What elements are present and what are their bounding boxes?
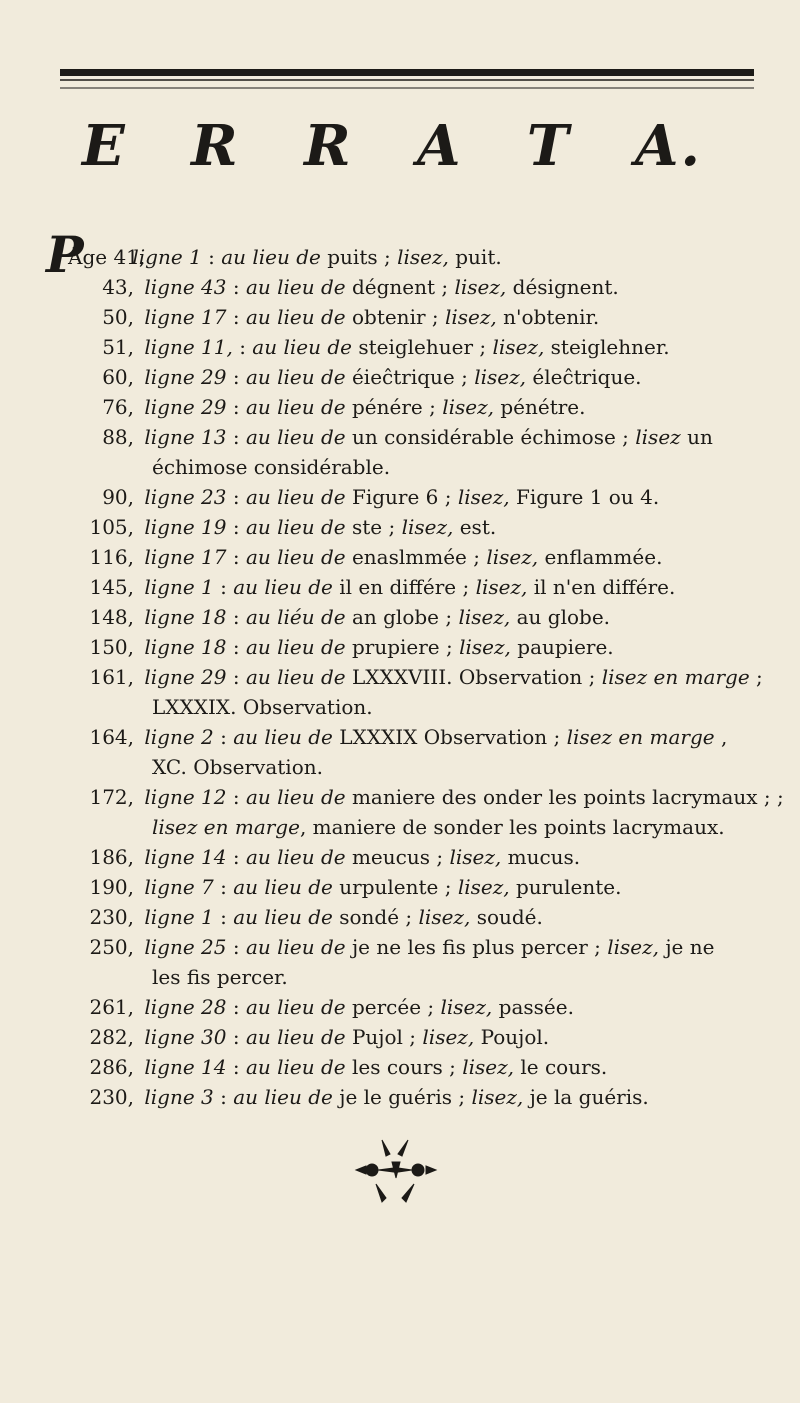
errata-entry: 90, ligne 23 : au lieu de Figure 6 ; lisez, Figure 1 ou 4.: [68, 482, 768, 512]
erroneous-text: il en différe: [339, 575, 457, 599]
erroneous-text: Figure 6: [351, 485, 439, 509]
erroneous-text: percée: [351, 995, 422, 1019]
line-number: ligne 1: [132, 245, 202, 269]
errata-entry: 88, ligne 13 : au lieu de un considérable échimose ; lisez un: [68, 422, 768, 452]
fleuron-ornament-icon: [342, 1132, 452, 1212]
page-number: 172,: [89, 785, 134, 809]
errata-entry: 286, ligne 14 : au lieu de les cours ; lisez, le cours.: [68, 1052, 768, 1082]
corrected-text: au globe.: [516, 605, 611, 629]
page-number: 230,: [89, 905, 134, 929]
erroneous-text: LXXXVIII. Observation: [351, 665, 583, 689]
lisez-label: lisez,: [462, 1055, 515, 1079]
erroneous-text: steiglehuer: [358, 335, 474, 359]
lisez-label: lisez,: [449, 845, 502, 869]
au-lieu-label: au liéu de: [245, 605, 346, 629]
lisez-label: lisez,: [459, 635, 511, 659]
au-lieu-label: au lieu de: [245, 425, 346, 449]
lisez-label: lisez,: [401, 515, 454, 539]
lisez-label: lisez,: [492, 335, 545, 359]
errata-entry: 116, ligne 17 : au lieu de enaslmmée ; lisez, enflammée.: [68, 542, 768, 572]
au-lieu-label: au lieu de: [233, 575, 333, 599]
errata-entry: 261, ligne 28 : au lieu de percée ; lisez, passée.: [68, 992, 768, 1022]
erroneous-text: Pujol: [351, 1025, 403, 1049]
corrected-text: n'obtenir.: [503, 305, 600, 329]
line-number: ligne 29: [144, 395, 227, 419]
errata-entry: 190, ligne 7 : au lieu de urpulente ; lisez, purulente.: [68, 872, 768, 902]
au-lieu-label: au lieu de: [233, 725, 333, 749]
erroneous-text: je le guéris: [339, 1085, 452, 1109]
errata-entry: 145, ligne 1 : au lieu de il en différe ; lisez, il n'en différe.: [68, 572, 768, 602]
corrected-text: passée.: [498, 995, 574, 1019]
page-number: 43,: [102, 275, 134, 299]
lisez-label: lisez,: [471, 1085, 524, 1109]
title-letter: R: [304, 113, 353, 179]
erroneous-text: un considérable échimose: [351, 425, 616, 449]
corrected-text: ;: [776, 785, 784, 809]
errata-list: [46, 225, 784, 1112]
lisez-label: lisez,: [444, 305, 497, 329]
errata-entry: 230, ligne 1 : au lieu de sondé ; lisez, soudé.: [68, 902, 768, 932]
corrected-text: Figure 1 ou 4.: [516, 485, 660, 509]
line-number: ligne 18: [144, 635, 227, 659]
page-number: 190,: [89, 875, 134, 899]
erroneous-text: dégnent: [351, 275, 436, 299]
corrected-text: XC. Observation.: [152, 755, 323, 779]
page-number: 88,: [102, 425, 134, 449]
line-number: ligne 19: [144, 515, 227, 539]
lisez-label: lisez,: [422, 1025, 475, 1049]
au-lieu-label: au lieu de: [252, 335, 352, 359]
page-number: 90,: [102, 485, 134, 509]
au-lieu-label: au lieu de: [245, 485, 346, 509]
lisez-label: lisez,: [454, 275, 507, 299]
erroneous-text: enaslmmée: [351, 545, 467, 569]
erroneous-text: éieĉtrique: [351, 365, 455, 389]
title-letter: R: [191, 113, 240, 179]
errata-entry-continuation: [68, 752, 768, 782]
page-number: 150,: [89, 635, 134, 659]
line-number: ligne 17: [144, 305, 227, 329]
erroneous-text: urpulente: [339, 875, 439, 899]
erroneous-text: ste: [351, 515, 383, 539]
line-number: ligne 18: [144, 605, 227, 629]
title-letter: E: [82, 113, 127, 179]
line-number: ligne 13: [144, 425, 227, 449]
page-number: 116,: [89, 545, 134, 569]
page-number: 105,: [89, 515, 134, 539]
lisez-label: lisez,: [442, 395, 494, 419]
errata-entry: 186, ligne 14 : au lieu de meucus ; lisez, mucus.: [68, 842, 768, 872]
page-number: 261,: [89, 995, 134, 1019]
corrected-text: le cours.: [520, 1055, 608, 1079]
corrected-text: soudé.: [476, 905, 543, 929]
corrected-text: purulente.: [515, 875, 622, 899]
errata-entry: 148, ligne 18 : au liéu de an globe ; lisez, au globe.: [68, 602, 768, 632]
erroneous-text: maniere des onder les points lacrymaux: [351, 785, 758, 809]
lisez-label: lisez en marge: [566, 725, 715, 749]
erroneous-text: je ne les fis plus percer: [351, 935, 588, 959]
lisez-label: lisez,: [486, 545, 539, 569]
lisez-label: lisez,: [457, 485, 510, 509]
title-letter: T: [526, 113, 571, 179]
page-number: 145,: [89, 575, 134, 599]
line-number: ligne 28: [144, 995, 227, 1019]
title-letter: A: [417, 113, 463, 179]
lisez-label: lisez,: [607, 935, 659, 959]
errata-entry: 105, ligne 19 : au lieu de ste ; lisez, est.: [68, 512, 768, 542]
corrected-text: échimose considérable.: [152, 455, 391, 479]
errata-entry: 230, ligne 3 : au lieu de je le guéris ; lisez, je la guéris.: [68, 1082, 768, 1112]
corrected-text: , maniere de sonder les points lacrymaux.: [299, 815, 725, 839]
errata-entry: 150, ligne 18 : au lieu de prupiere ; lisez, paupiere.: [68, 632, 768, 662]
errata-entry: 50, ligne 17 : au lieu de obtenir ; lisez, n'obtenir.: [68, 302, 768, 332]
erroneous-text: an globe: [351, 605, 440, 629]
line-number: ligne 1: [144, 575, 214, 599]
corrected-text: un: [687, 425, 713, 449]
erroneous-text: obtenir: [351, 305, 426, 329]
errata-entry: 43, ligne 43 : au lieu de dégnent ; lisez, désignent.: [68, 272, 768, 302]
au-lieu-label: au lieu de: [245, 935, 346, 959]
errata-entry: 172, ligne 12 : au lieu de maniere des onder les points lacrymaux ; ;: [68, 782, 768, 812]
au-lieu-label: au lieu de: [221, 245, 321, 269]
corrected-text: ,: [720, 725, 728, 749]
corrected-text: pénétre.: [500, 395, 586, 419]
page-number: 250,: [89, 935, 134, 959]
corrected-text: puit.: [455, 245, 502, 269]
corrected-text: je ne: [665, 935, 715, 959]
au-lieu-label: au lieu de: [245, 395, 346, 419]
corrected-text: mucus.: [507, 845, 581, 869]
corrected-text: éleĉtrique.: [532, 365, 642, 389]
au-lieu-label: au lieu de: [245, 995, 346, 1019]
lisez-label: lisez: [635, 425, 681, 449]
erroneous-text: sondé: [339, 905, 400, 929]
header-rule-ornament: [60, 66, 754, 94]
page-number: 51,: [102, 335, 134, 359]
line-number: ligne 29: [144, 365, 227, 389]
page-number: 230,: [89, 1085, 134, 1109]
errata-entry-continuation: [68, 692, 768, 722]
errata-entry: P Âge 41, ligne 1 : au lieu de puits ; lisez, puit.: [46, 225, 502, 284]
line-number: ligne 14: [144, 1055, 227, 1079]
line-number: ligne 43: [144, 275, 227, 299]
au-lieu-label: au lieu de: [245, 1055, 346, 1079]
au-lieu-label: au lieu de: [233, 875, 333, 899]
au-lieu-label: au lieu de: [245, 665, 346, 689]
corrected-text: LXXXIX. Observation.: [152, 695, 373, 719]
page-number: 50,: [102, 305, 134, 329]
page-number: 60,: [102, 365, 134, 389]
errata-entry: 161, ligne 29 : au lieu de LXXXVIII. Observation ; lisez en marge ;: [68, 662, 768, 692]
erroneous-text: meucus: [351, 845, 430, 869]
line-number: ligne 14: [144, 845, 227, 869]
lisez-label: lisez en marge: [152, 815, 300, 839]
drop-cap-p: P: [46, 225, 84, 284]
corrected-text: est.: [459, 515, 497, 539]
errata-entry: 164, ligne 2 : au lieu de LXXXIX Observation ; lisez en marge ,: [68, 722, 768, 752]
line-number: ligne 11,: [144, 335, 233, 359]
au-lieu-label: au lieu de: [245, 515, 346, 539]
lisez-label: lisez,: [457, 875, 510, 899]
title-letter: A.: [635, 113, 702, 179]
erroneous-text: les cours: [351, 1055, 443, 1079]
corrected-text: steiglehner.: [550, 335, 670, 359]
lisez-label: lisez,: [458, 605, 511, 629]
erroneous-text: LXXXIX Observation: [339, 725, 548, 749]
erroneous-text: puits: [327, 245, 378, 269]
errata-entry: 282, ligne 30 : au lieu de Pujol ; lisez, Poujol.: [68, 1022, 768, 1052]
page-number: 161,: [89, 665, 134, 689]
line-number: ligne 1: [144, 905, 214, 929]
page-title: [82, 110, 702, 182]
line-number: ligne 17: [144, 545, 227, 569]
au-lieu-label: au lieu de: [245, 845, 346, 869]
au-lieu-label: au lieu de: [245, 305, 346, 329]
corrected-text: ;: [756, 665, 763, 689]
page-number: 164,: [89, 725, 134, 749]
errata-entry-continuation: [68, 812, 768, 842]
erroneous-text: prupiere: [351, 635, 440, 659]
au-lieu-label: au lieu de: [233, 1085, 333, 1109]
line-number: ligne 2: [144, 725, 214, 749]
corrected-text: Poujol.: [480, 1025, 550, 1049]
au-lieu-label: au lieu de: [245, 275, 346, 299]
lisez-label: lisez,: [474, 365, 527, 389]
au-lieu-label: au lieu de: [245, 545, 346, 569]
lisez-label: lisez,: [440, 995, 493, 1019]
errata-entry: 250, ligne 25 : au lieu de je ne les fis plus percer ; lisez, je ne: [68, 932, 768, 962]
corrected-text: paupiere.: [517, 635, 614, 659]
corrected-text: je la guéris.: [529, 1085, 649, 1109]
page-number: 286,: [89, 1055, 134, 1079]
errata-entry-continuation: [68, 962, 768, 992]
page-number: 148,: [89, 605, 134, 629]
errata-entry-continuation: [68, 452, 768, 482]
line-number: ligne 29: [144, 665, 227, 689]
lisez-label: lisez en marge: [601, 665, 750, 689]
line-number: ligne 12: [144, 785, 227, 809]
line-number: ligne 23: [144, 485, 227, 509]
page-number: 282,: [89, 1025, 134, 1049]
corrected-text: désignent.: [512, 275, 619, 299]
errata-entry: 51, ligne 11, : au lieu de steiglehuer ; lisez, steiglehner.: [68, 332, 768, 362]
au-lieu-label: au lieu de: [233, 905, 333, 929]
au-lieu-label: au lieu de: [245, 635, 346, 659]
line-number: ligne 7: [144, 875, 214, 899]
erroneous-text: pénére: [351, 395, 423, 419]
lisez-label: lisez,: [475, 575, 528, 599]
au-lieu-label: au lieu de: [245, 1025, 346, 1049]
corrected-text: les fis percer.: [152, 965, 288, 989]
errata-entry: 76, ligne 29 : au lieu de pénére ; lisez, pénétre.: [68, 392, 768, 422]
page-number: 76,: [102, 395, 134, 419]
page-number: Âge 41,: [68, 245, 146, 269]
line-number: ligne 25: [144, 935, 227, 959]
corrected-text: enflammée.: [544, 545, 663, 569]
corrected-text: il n'en différe.: [533, 575, 676, 599]
lisez-label: lisez,: [418, 905, 471, 929]
line-number: ligne 3: [144, 1085, 214, 1109]
au-lieu-label: au lieu de: [245, 785, 346, 809]
au-lieu-label: au lieu de: [245, 365, 346, 389]
page-number: 186,: [89, 845, 134, 869]
lisez-label: lisez,: [397, 245, 449, 269]
line-number: ligne 30: [144, 1025, 227, 1049]
errata-entry: 60, ligne 29 : au lieu de éieĉtrique ; lisez, éleĉtrique.: [68, 362, 768, 392]
